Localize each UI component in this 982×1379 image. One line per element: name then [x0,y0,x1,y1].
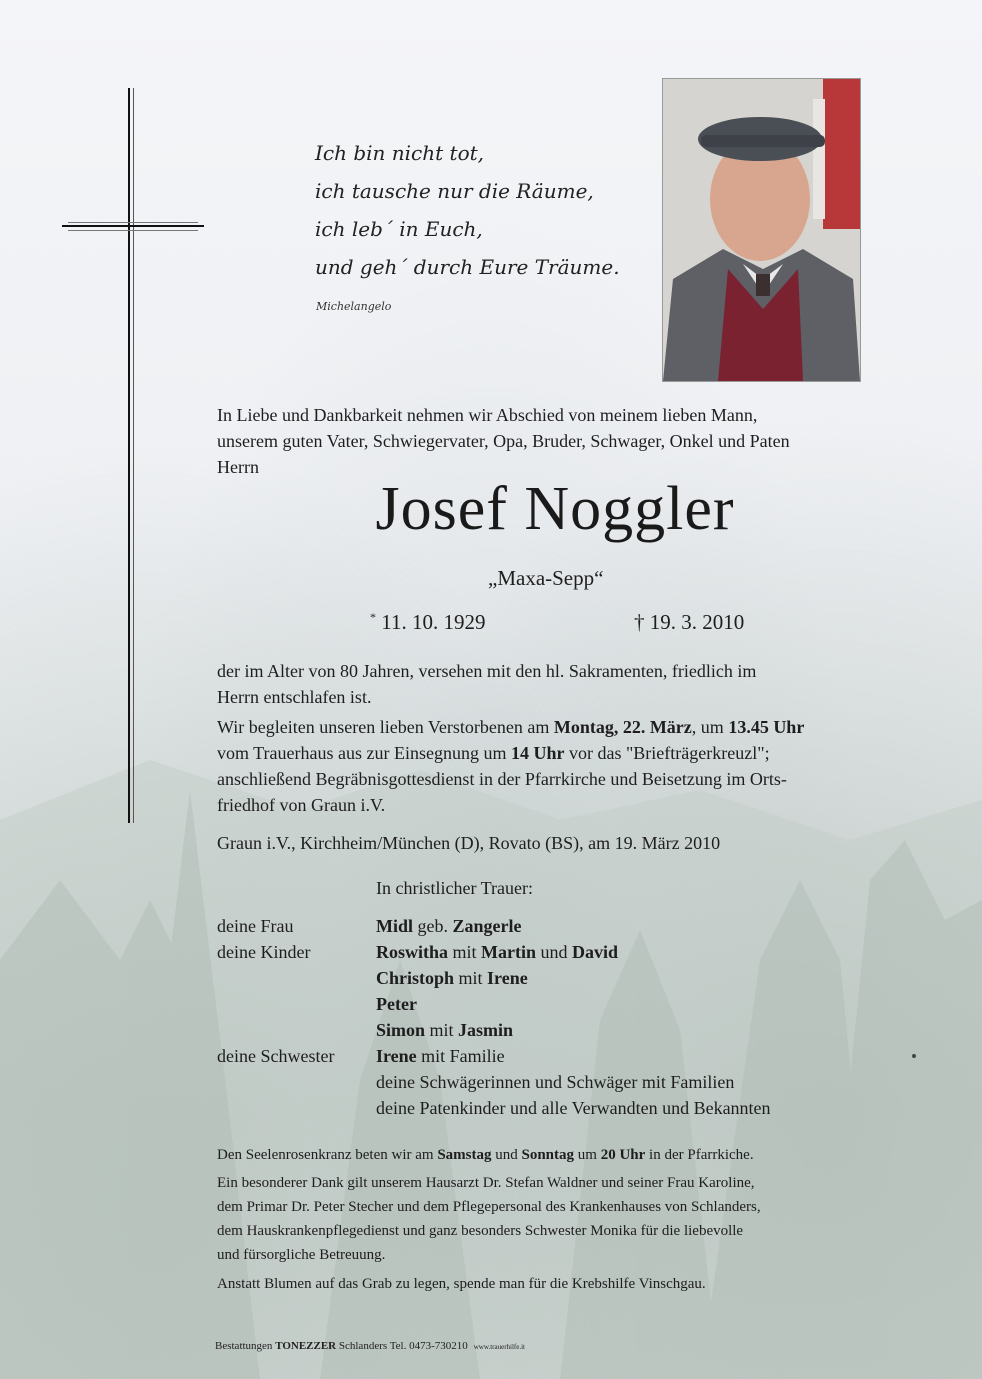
intro-line: Herrn [217,457,259,477]
funeral-line [217,740,907,766]
passing-text [217,658,907,710]
birth-date [370,610,485,635]
text: in der Pfarrkiche. [645,1147,754,1163]
blessing-time: 14 Uhr [510,743,565,763]
thanks-text [217,1171,917,1267]
text: Peter [376,994,417,1014]
family-label: deine Frau [217,916,294,936]
text: geb. [413,916,453,936]
place-date: Graun i.V., Kirchheim/München (D), Rovato (BS), am 19. März 2010 [217,833,721,853]
funeral-date: Montag, 22. März [553,717,692,737]
text: Christoph [376,968,455,988]
funeral-home-footer [215,1340,525,1352]
text: Martin [481,942,537,962]
birth-star-icon: * [370,610,376,624]
mourning-header: In christlicher Trauer: [376,878,533,898]
text: 20 Uhr [600,1147,646,1163]
poem-line: ich tausche nur die Räume, [315,179,594,203]
text: TONEZZER [275,1340,337,1352]
decorative-dot [912,1054,916,1058]
death-date-value: 19. 3. 2010 [649,610,745,634]
deceased-name: Josef Noggler [375,475,735,543]
text: Irene [376,1046,417,1066]
deceased-nickname: „Maxa-Sepp“ [488,566,604,590]
text: um [574,1147,601,1163]
cross-icon [62,88,204,823]
poem-line: ich leb´ in Euch, [315,217,483,241]
text: Schlanders Tel. 0473-730210 [336,1340,468,1352]
family-value [376,1017,513,1043]
funeral-text [217,714,907,818]
text: Midl [376,916,414,936]
poem-line: Ich bin nicht tot, [315,141,485,165]
family-value [376,939,618,965]
text: Samstag [437,1147,492,1163]
rosary-text [217,1143,917,1167]
text: und [536,942,573,962]
family-value [376,965,528,991]
text: vor das "Briefträgerkreuzl"; [564,743,770,763]
text: Jasmin [458,1020,514,1040]
intro-line: unserem guten Vater, Schwiegervater, Opa, Bruder, Schwager, Onkel und Paten [217,431,790,451]
text: vom Trauerhaus aus zur Einsegnung um [217,743,511,763]
text: und [491,1147,522,1163]
portrait-photo [662,78,861,382]
thanks-line: dem Primar Dr. Peter Stecher und dem Pflegepersonal des Krankenhauses von Schlanders, [217,1199,761,1215]
passing-line: der im Alter von 80 Jahren, versehen mit den hl. Sakramenten, friedlich im [217,661,757,681]
intro-text [217,402,917,480]
family-value [376,991,417,1017]
thanks-line: Ein besonderer Dank gilt unserem Hausarzt Dr. Stefan Waldner und seiner Frau Karoline, [217,1175,755,1191]
footer-url: www.trauerhilfe.it [473,1343,525,1351]
death-date [634,610,744,635]
family-value: deine Schwägerinnen und Schwäger mit Familien [376,1072,735,1092]
funeral-line: anschließend Begräbnisgottesdienst in der Pfarrkirche und Beisetzung im Orts- [217,769,787,789]
thanks-line: dem Hauskrankenpflegedienst und ganz besonders Schwester Monika für die liebevolle [217,1223,744,1239]
text: Simon [376,1020,426,1040]
text: Roswitha [376,942,449,962]
family-value [376,913,522,939]
text: mit Familie [416,1046,505,1066]
text: David [572,942,619,962]
family-value [376,1043,505,1069]
poem-author: Michelangelo [316,300,392,313]
funeral-line: friedhof von Graun i.V. [217,795,386,815]
text: mit [448,942,482,962]
funeral-time: 13.45 Uhr [728,717,805,737]
text: Sonntag [521,1147,575,1163]
donation-text: Anstatt Blumen auf das Grab zu legen, spende man für die Krebshilfe Vinschgau. [217,1276,706,1292]
poem-quote [315,134,635,286]
text: Den Seelenrosenkranz beten wir am [217,1147,438,1163]
family-label: deine Schwester [217,1046,335,1066]
family-value: deine Patenkinder und alle Verwandten und Bekannten [376,1098,771,1118]
text: Zangerle [452,916,522,936]
funeral-line [217,714,907,740]
poem-line: und geh´ durch Eure Träume. [315,255,620,279]
family-label: deine Kinder [217,942,311,962]
intro-line: In Liebe und Dankbarkeit nehmen wir Abschied von meinem lieben Mann, [217,405,758,425]
text: Irene [487,968,528,988]
text: Wir begleiten unseren lieben Verstorbenen am [217,717,554,737]
text: Bestattungen [215,1340,276,1352]
text: mit [425,1020,459,1040]
text: , um [691,717,729,737]
death-cross-icon: † [634,610,645,634]
thanks-line: und fürsorgliche Betreuung. [217,1247,386,1263]
birth-date-value: 11. 10. 1929 [381,610,486,634]
text: mit [454,968,488,988]
passing-line: Herrn entschlafen ist. [217,687,372,707]
